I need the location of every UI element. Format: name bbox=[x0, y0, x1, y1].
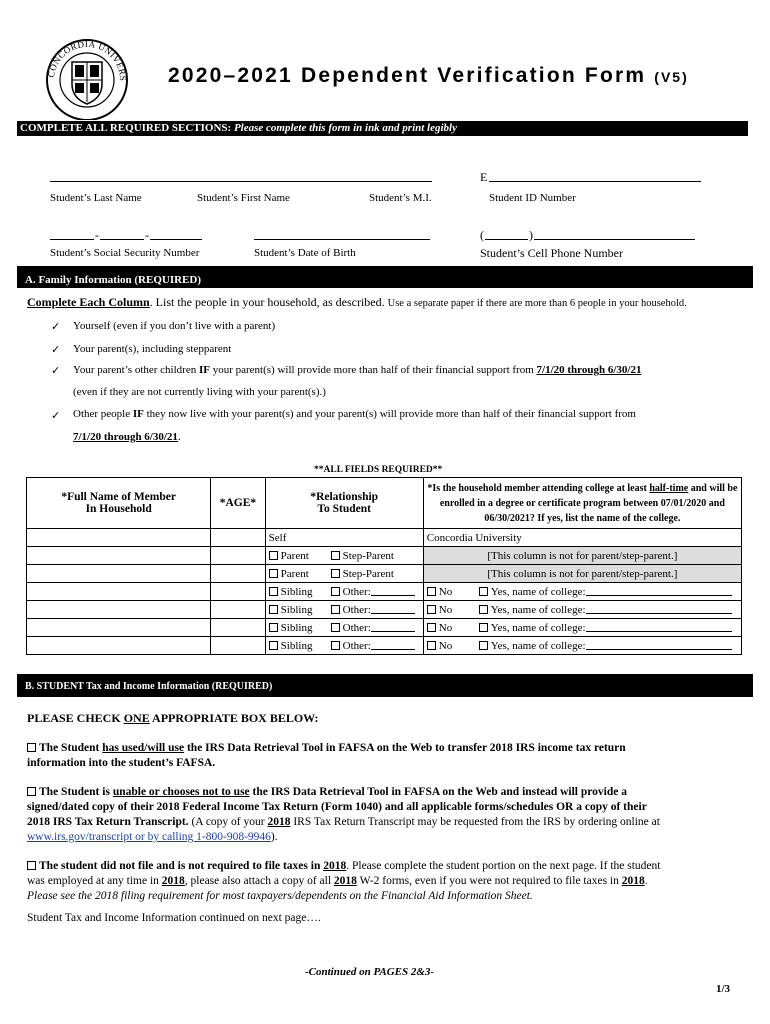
b4-if: IF bbox=[132, 408, 144, 420]
no-label: No bbox=[438, 639, 453, 652]
bullet-other-children bbox=[73, 364, 641, 376]
col4-a: *Is the household member attending college at least bbox=[427, 482, 650, 494]
mi-label: Student’s M.I. bbox=[369, 192, 432, 204]
option-1-checkbox[interactable] bbox=[27, 743, 36, 752]
name-cell[interactable] bbox=[27, 583, 211, 601]
opt3-year4: 2018 bbox=[621, 875, 645, 887]
col3-line1: *Relationship bbox=[310, 491, 379, 503]
complete-bar-italic: Please complete this form in ink and print legibly bbox=[233, 122, 457, 134]
opt1-u: has used/will use bbox=[102, 742, 185, 754]
col-full-name bbox=[27, 478, 211, 529]
instr-small: Use a separate paper if there are more than 6 people in your household. bbox=[387, 298, 687, 309]
relationship-cell bbox=[265, 637, 423, 655]
college-cell bbox=[423, 619, 741, 637]
b4-a: Other people bbox=[73, 408, 133, 420]
yes-label: Yes, name of college: bbox=[490, 621, 586, 634]
university-seal bbox=[42, 36, 132, 120]
yes-checkbox[interactable] bbox=[479, 641, 488, 650]
section-a-instructions bbox=[27, 295, 687, 310]
student-id-label: Student ID Number bbox=[489, 192, 576, 204]
check-3: ✓ bbox=[51, 365, 61, 377]
complete-each-column: Complete Each Column bbox=[27, 295, 150, 309]
ssn-line-3[interactable] bbox=[150, 239, 202, 240]
b3-b: your parent(s) will provide more than half of their financial support from bbox=[209, 364, 537, 376]
opt3-d: , please also attach a copy of all bbox=[184, 875, 334, 887]
check-one-u: ONE bbox=[123, 711, 150, 725]
self-college-cell: Concordia University bbox=[423, 529, 741, 547]
step-parent-checkbox[interactable] bbox=[331, 569, 340, 578]
first-name-label: Student’s First Name bbox=[197, 192, 290, 204]
id-prefix: E bbox=[480, 170, 488, 184]
ssn-dash-1: - bbox=[95, 228, 99, 242]
opt2-f: IRS Tax Return Transcript may be requested from the IRS by ordering online at bbox=[290, 816, 660, 828]
opt2-d: 2018 IRS Tax Return Transcript. bbox=[27, 816, 189, 828]
no-checkbox[interactable] bbox=[427, 605, 436, 614]
yes-label: Yes, name of college: bbox=[490, 639, 586, 652]
relationship-cell bbox=[265, 583, 423, 601]
ssn-dash-2: - bbox=[145, 228, 149, 242]
other-line[interactable] bbox=[371, 613, 415, 614]
col1-line2: In Household bbox=[85, 503, 152, 515]
opt3-year2: 2018 bbox=[161, 875, 185, 887]
sibling-label: Sibling bbox=[280, 621, 313, 634]
opt2-year: 2018 bbox=[267, 816, 291, 828]
name-cell[interactable] bbox=[27, 619, 211, 637]
check-one-instruction bbox=[27, 711, 319, 726]
ssn-label: Student’s Social Security Number bbox=[50, 247, 200, 259]
form-title bbox=[168, 64, 689, 88]
check-1: ✓ bbox=[51, 321, 61, 333]
opt3-line1 bbox=[27, 859, 732, 874]
other-label: Other: bbox=[342, 585, 371, 598]
ssn-line-2[interactable] bbox=[100, 239, 144, 240]
opt2-line1 bbox=[27, 785, 732, 800]
table-row bbox=[27, 547, 742, 565]
col-age: *AGE* bbox=[211, 478, 265, 529]
b4-b: they now live with your parent(s) and your parent(s) will provide more than half of their financial support from bbox=[143, 408, 636, 420]
cell-label: Student’s Cell Phone Number bbox=[480, 246, 623, 260]
opt3-line3: Please see the 2018 filing requirement for most taxpayers/dependents on the Financial Aid Information Sheet. bbox=[27, 890, 533, 902]
opt3-e: W-2 forms, even if you were not required to file taxes in bbox=[356, 875, 622, 887]
opt2-line4 bbox=[27, 830, 732, 845]
other-checkbox[interactable] bbox=[331, 641, 340, 650]
age-cell[interactable] bbox=[211, 529, 265, 547]
other-line[interactable] bbox=[371, 649, 415, 650]
table-row bbox=[27, 529, 742, 547]
bullet-other-people bbox=[73, 408, 636, 420]
check-one-b: APPROPRIATE BOX BELOW: bbox=[149, 711, 319, 725]
last-name-label: Student’s Last Name bbox=[50, 192, 142, 204]
yes-checkbox[interactable] bbox=[479, 587, 488, 596]
phone-area-line[interactable] bbox=[485, 239, 528, 240]
no-label: No bbox=[438, 621, 453, 634]
opt3-year3: 2018 bbox=[333, 875, 357, 887]
opt2-e: (A copy of your bbox=[188, 816, 268, 828]
name-line[interactable] bbox=[50, 181, 432, 182]
yes-label: Yes, name of college: bbox=[490, 603, 586, 616]
relationship-cell bbox=[265, 547, 423, 565]
section-b-header bbox=[17, 674, 753, 697]
b3-if: IF bbox=[198, 364, 210, 376]
table-row bbox=[27, 601, 742, 619]
b3-a: Your parent’s other children bbox=[73, 364, 199, 376]
opt2-line3 bbox=[27, 815, 732, 830]
other-label: Other: bbox=[342, 621, 371, 634]
check-one-a: PLEASE CHECK bbox=[27, 711, 124, 725]
opt3-b: . Please complete the student portion on the next page. If the student bbox=[346, 860, 661, 872]
opt3-f: . bbox=[644, 875, 648, 887]
sibling-checkbox[interactable] bbox=[269, 605, 278, 614]
complete-bar bbox=[17, 121, 748, 136]
college-cell bbox=[423, 637, 741, 655]
ssn-line-1[interactable] bbox=[50, 239, 94, 240]
seal-text: CONCORDIA UNIVERS bbox=[46, 38, 129, 82]
name-cell[interactable] bbox=[27, 601, 211, 619]
instr-text: . List the people in your household, as described. bbox=[149, 295, 385, 309]
parent-label: Parent bbox=[280, 567, 309, 580]
other-line[interactable] bbox=[371, 631, 415, 632]
opt2-a: The Student is bbox=[39, 786, 113, 798]
opt2-line2: signed/dated copy of their 2018 Federal Income Tax Return (Form 1040) and all applicable forms/schedules OR a copy of their bbox=[27, 801, 647, 813]
other-checkbox[interactable] bbox=[331, 605, 340, 614]
col3-line2: To Student bbox=[317, 503, 371, 515]
yes-label: Yes, name of college: bbox=[490, 585, 586, 598]
age-cell[interactable] bbox=[211, 619, 265, 637]
name-cell[interactable] bbox=[27, 565, 211, 583]
option-2-checkbox[interactable] bbox=[27, 787, 36, 796]
opt3-c: was employed at any time in bbox=[27, 875, 162, 887]
col-college bbox=[423, 478, 741, 529]
section-b-header-text: B. STUDENT Tax and Income Information (REQUIRED) bbox=[25, 681, 273, 692]
parent-label: Parent bbox=[280, 549, 309, 562]
college-line[interactable] bbox=[586, 649, 732, 650]
age-cell[interactable] bbox=[211, 565, 265, 583]
page-number: 1/3 bbox=[716, 983, 731, 995]
opt3-year: 2018 bbox=[323, 860, 347, 872]
other-checkbox[interactable] bbox=[331, 623, 340, 632]
sibling-label: Sibling bbox=[280, 603, 313, 616]
table-row bbox=[27, 583, 742, 601]
title-text: 2020–2021 Dependent Verification Form bbox=[168, 64, 647, 87]
phone-close: ) bbox=[529, 228, 533, 242]
age-cell[interactable] bbox=[211, 547, 265, 565]
dob-label: Student’s Date of Birth bbox=[254, 247, 356, 259]
step-parent-label: Step-Parent bbox=[342, 567, 394, 580]
bullet-parents: Your parent(s), including stepparent bbox=[73, 343, 232, 355]
complete-bar-bold: COMPLETE ALL REQUIRED SECTIONS: bbox=[20, 122, 232, 134]
age-cell[interactable] bbox=[211, 583, 265, 601]
parent-checkbox[interactable] bbox=[269, 551, 278, 560]
col4-b: and will be enrolled in a degree or certificate program between 07/01/2020 and 06/30/2021? If yes, list the name of the college. bbox=[439, 482, 738, 524]
section-a-header bbox=[17, 266, 753, 288]
other-label: Other: bbox=[342, 603, 371, 616]
sibling-checkbox[interactable] bbox=[269, 623, 278, 632]
parent-checkbox[interactable] bbox=[269, 569, 278, 578]
other-label: Other: bbox=[342, 639, 371, 652]
col4-u: half-time bbox=[649, 482, 689, 494]
name-cell[interactable] bbox=[27, 529, 211, 547]
option-2 bbox=[27, 785, 732, 845]
age-cell[interactable] bbox=[211, 637, 265, 655]
step-parent-checkbox[interactable] bbox=[331, 551, 340, 560]
b4-dates: 7/1/20 through 6/30/21 bbox=[73, 431, 178, 443]
no-label: No bbox=[438, 585, 453, 598]
table-row bbox=[27, 637, 742, 655]
b3-dates: 7/1/20 through 6/30/21 bbox=[536, 364, 642, 376]
section-a-header-text: A. Family Information (REQUIRED) bbox=[25, 274, 201, 286]
name-cell[interactable] bbox=[27, 637, 211, 655]
opt2-u: unable or chooses not to use bbox=[112, 786, 250, 798]
irs-link[interactable]: www.irs.gov/transcript or by calling 1-800-908-9946 bbox=[27, 831, 271, 843]
relationship-cell bbox=[265, 619, 423, 637]
no-checkbox[interactable] bbox=[427, 623, 436, 632]
family-table bbox=[26, 477, 742, 655]
continued-next-page: Student Tax and Income Information continued on next page…. bbox=[27, 912, 321, 924]
step-parent-label: Step-Parent bbox=[342, 549, 394, 562]
sibling-checkbox[interactable] bbox=[269, 587, 278, 596]
relationship-cell bbox=[265, 601, 423, 619]
col-relationship bbox=[265, 478, 423, 529]
other-checkbox[interactable] bbox=[331, 587, 340, 596]
col1-line1: *Full Name of Member bbox=[61, 491, 176, 503]
version-text: (V5) bbox=[654, 69, 689, 85]
college-cell bbox=[423, 583, 741, 601]
table-row bbox=[27, 565, 742, 583]
option-3 bbox=[27, 859, 732, 904]
name-cell[interactable] bbox=[27, 547, 211, 565]
not-for-parent-cell: [This column is not for parent/step-parent.] bbox=[423, 565, 741, 583]
no-checkbox[interactable] bbox=[427, 587, 436, 596]
sibling-checkbox[interactable] bbox=[269, 641, 278, 650]
opt1-line2: information into the student’s FAFSA. bbox=[27, 757, 216, 769]
option-3-checkbox[interactable] bbox=[27, 861, 36, 870]
yes-checkbox[interactable] bbox=[479, 623, 488, 632]
opt1-line1 bbox=[27, 741, 732, 756]
age-cell[interactable] bbox=[211, 601, 265, 619]
no-checkbox[interactable] bbox=[427, 641, 436, 650]
other-line[interactable] bbox=[371, 595, 415, 596]
table-row bbox=[27, 619, 742, 637]
opt2-b: the IRS Data Retrieval Tool in FAFSA on the Web and instead will provide a bbox=[249, 786, 627, 798]
relationship-cell bbox=[265, 565, 423, 583]
student-id-line[interactable] bbox=[489, 181, 701, 182]
continued-pages: -Continued on PAGES 2&3- bbox=[305, 966, 435, 978]
college-line[interactable] bbox=[586, 631, 732, 632]
opt3-a: The student did not file and is not required to file taxes in bbox=[39, 860, 324, 872]
sibling-label: Sibling bbox=[280, 639, 313, 652]
phone-line[interactable] bbox=[534, 239, 695, 240]
bullet-other-children-note: (even if they are not currently living with your parent(s).) bbox=[73, 386, 326, 398]
sibling-label: Sibling bbox=[280, 585, 313, 598]
not-for-parent-cell: [This column is not for parent/step-parent.] bbox=[423, 547, 741, 565]
dob-line[interactable] bbox=[254, 239, 430, 240]
check-2: ✓ bbox=[51, 344, 61, 356]
check-4: ✓ bbox=[51, 410, 61, 422]
all-fields-required: **ALL FIELDS REQUIRED** bbox=[314, 465, 443, 475]
college-line[interactable] bbox=[586, 595, 732, 596]
self-cell: Self bbox=[265, 529, 423, 547]
bullet-yourself: Yourself (even if you don’t live with a parent) bbox=[73, 320, 276, 332]
college-cell bbox=[423, 601, 741, 619]
college-line[interactable] bbox=[586, 613, 732, 614]
opt1-b: the IRS Data Retrieval Tool in FAFSA on the Web to transfer 2018 IRS income tax return bbox=[184, 742, 626, 754]
option-1 bbox=[27, 741, 732, 771]
opt1-a: The Student bbox=[39, 742, 103, 754]
b4-end: . bbox=[177, 431, 181, 443]
bullet-other-people-dates bbox=[73, 431, 181, 443]
phone-open: ( bbox=[480, 228, 484, 242]
yes-checkbox[interactable] bbox=[479, 605, 488, 614]
opt2-end: ). bbox=[270, 831, 278, 843]
no-label: No bbox=[438, 603, 453, 616]
opt3-line2 bbox=[27, 874, 732, 889]
